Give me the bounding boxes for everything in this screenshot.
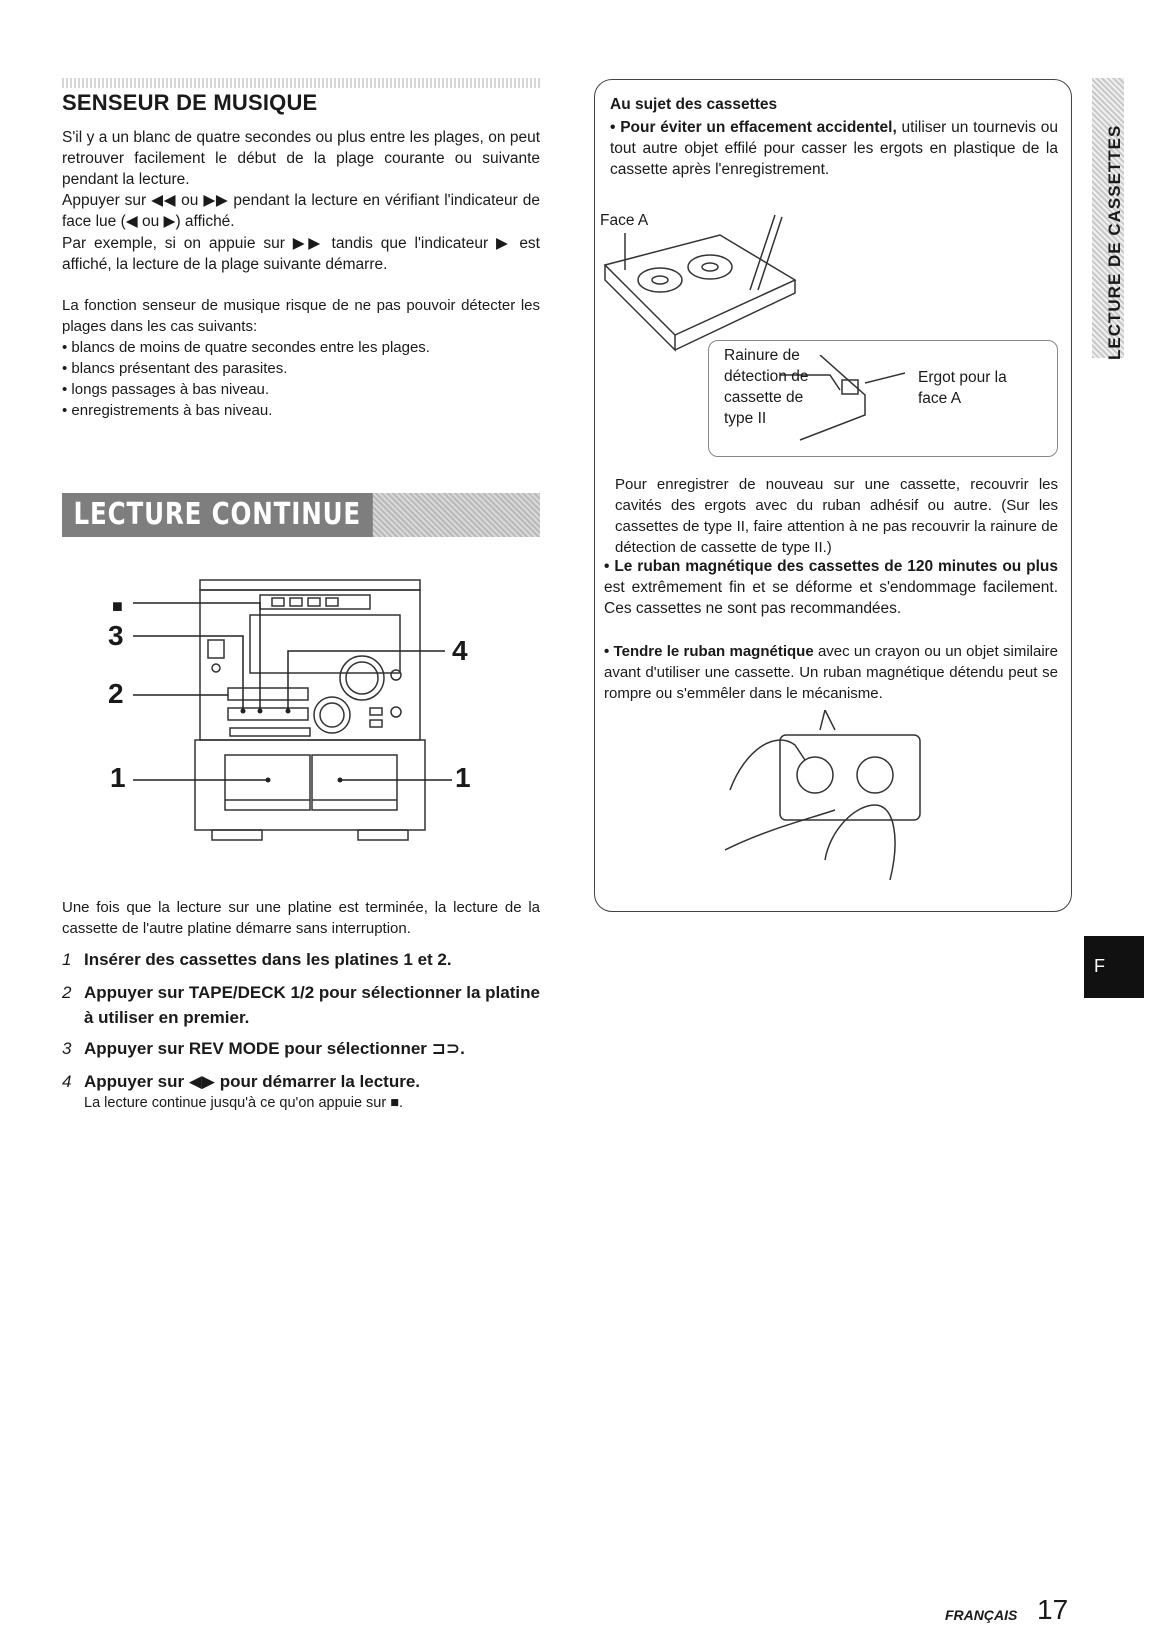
- stereo-system-illustration: [100, 560, 540, 860]
- panel-bullet-2: • Le ruban magnétique des cassettes de 120 minutes ou plus est extrêmement fin et se déforme et s'endommage facilement. Ces cassettes ne sont pas recommandées.: [604, 558, 1059, 617]
- bullet-text: est extrêmement fin et se déforme et s'endommage facilement. Ces cassettes ne sont pas recommandées.: [604, 579, 1058, 617]
- list-item: • blancs de moins de quatre secondes entre les plages.: [62, 337, 540, 358]
- step-text: Appuyer sur ◀▶ pour démarrer la lecture.: [84, 1072, 421, 1091]
- senseur-paragraph-2: Appuyer sur ◀◀ ou ▶▶ pendant la lecture en vérifiant l'indicateur de face lue (◀ ou ▶) affiché.: [62, 192, 540, 230]
- panel-bullet-3: • Tendre le ruban magnétique avec un crayon ou un objet similaire avant d'utiliser une cassette. Un ruban magnétique détendu peut se rompre ou s'emmêler dans le mécanisme.: [604, 643, 1058, 702]
- step-3: [62, 1036, 540, 1061]
- section-title-senseur: SENSEUR DE MUSIQUE: [62, 90, 318, 115]
- label-line: face A: [918, 390, 962, 407]
- list-item: • enregistrements à bas niveau.: [62, 400, 540, 421]
- list-item: • longs passages à bas niveau.: [62, 379, 540, 400]
- lecture-intro: Une fois que la lecture sur une platine est terminée, la lecture de la cassette de l'autre platine démarre sans interruption.: [62, 899, 540, 937]
- cassette-screwdriver-illustration: [600, 205, 800, 355]
- callout-number-4: 4: [452, 635, 468, 666]
- label-line: Ergot pour la: [918, 369, 1007, 386]
- step-text: Insérer des cassettes dans les platines 1 et 2.: [84, 950, 452, 969]
- rainure-label: [724, 345, 808, 429]
- bullet-text: avec un crayon ou un objet similaire avant d'utiliser une cassette. Un ruban magnétique détendu peut se rompre ou s'emmêler dans le mécanisme.: [604, 643, 1058, 702]
- step-4-note: La lecture continue jusqu'à ce qu'on appuie sur ■.: [84, 1095, 404, 1111]
- callout-number-3: 3: [108, 620, 124, 651]
- step-number: 4: [62, 1072, 72, 1091]
- panel-record-paragraph: Pour enregistrer de nouveau sur une cassette, recouvrir les cavités des ergots avec du ruban adhésif ou autre. (Sur les cassettes de type II, faire attention à ne pas recouvrir la rainure de détection de cassette de type II.): [615, 476, 1058, 556]
- bullet-bold: Pour éviter un effacement accidentel,: [620, 119, 897, 136]
- language-tab: F: [1084, 936, 1144, 998]
- panel-heading: Au sujet des cassettes: [610, 96, 778, 113]
- label-line: Rainure de: [724, 347, 800, 364]
- footer-language: FRANÇAIS: [945, 1607, 1018, 1623]
- step-2: [62, 980, 540, 1030]
- step-number: 1: [62, 950, 72, 969]
- section-banner: [62, 493, 540, 537]
- bullet-bold: Tendre le ruban magnétique: [613, 643, 814, 660]
- hand-tightening-tape-illustration: [725, 710, 945, 890]
- bullet-bold: Le ruban magnétique des cassettes de 120 minutes ou plus: [614, 558, 1059, 575]
- list-item: • blancs présentant des parasites.: [62, 358, 540, 379]
- step-number: 2: [62, 983, 72, 1002]
- callout-number-1-right: 1: [455, 762, 471, 793]
- senseur-bullet-list: [62, 337, 540, 421]
- step-text: Appuyer sur TAPE/DECK 1/2 pour sélectionner la platine à utiliser en premier.: [84, 983, 540, 1027]
- step-1: [62, 947, 540, 972]
- section-rule: [62, 78, 540, 88]
- panel-bullet-1: • Pour éviter un effacement accidentel, utiliser un tournevis ou tout autre objet effilé pour casser les ergots en plastique de la cassette après l'enregistrement.: [610, 119, 1058, 178]
- face-a-label: Face A: [600, 212, 649, 229]
- senseur-paragraph-1: S'il y a un blanc de quatre secondes ou plus entre les plages, on peut retrouver facilement le début de la plage courante ou suivante pendant la lecture.: [62, 129, 540, 188]
- ergot-label: [918, 367, 1007, 409]
- label-line: détection de: [724, 368, 809, 385]
- callout-number-1-left: 1: [110, 762, 126, 793]
- side-tab-label: LECTURE DE CASSETTES: [1105, 124, 1124, 360]
- stop-callout-icon: ■: [112, 596, 123, 616]
- bullet-text: utiliser un tournevis ou tout autre objet effilé pour casser les ergots en plastique de la cassette après l'enregistrement.: [610, 119, 1058, 178]
- senseur-paragraph-4: La fonction senseur de musique risque de ne pas pouvoir détecter les plages dans les cas suivants:: [62, 297, 540, 335]
- step-number: 3: [62, 1039, 72, 1058]
- section-title-lecture-continue: LECTURE CONTINUE: [62, 493, 373, 537]
- label-line: cassette de: [724, 389, 804, 406]
- step-text: Appuyer sur REV MODE pour sélectionner ⊐⊃.: [84, 1039, 465, 1058]
- page-number: 17: [1037, 1594, 1069, 1625]
- step-4: [62, 1069, 540, 1094]
- senseur-paragraph-3: Par exemple, si on appuie sur ▶▶ tandis que l'indicateur ▶ est affiché, la lecture de la plage suivante démarre.: [62, 235, 540, 273]
- callout-number-2: 2: [108, 678, 124, 709]
- label-line: type II: [724, 410, 767, 427]
